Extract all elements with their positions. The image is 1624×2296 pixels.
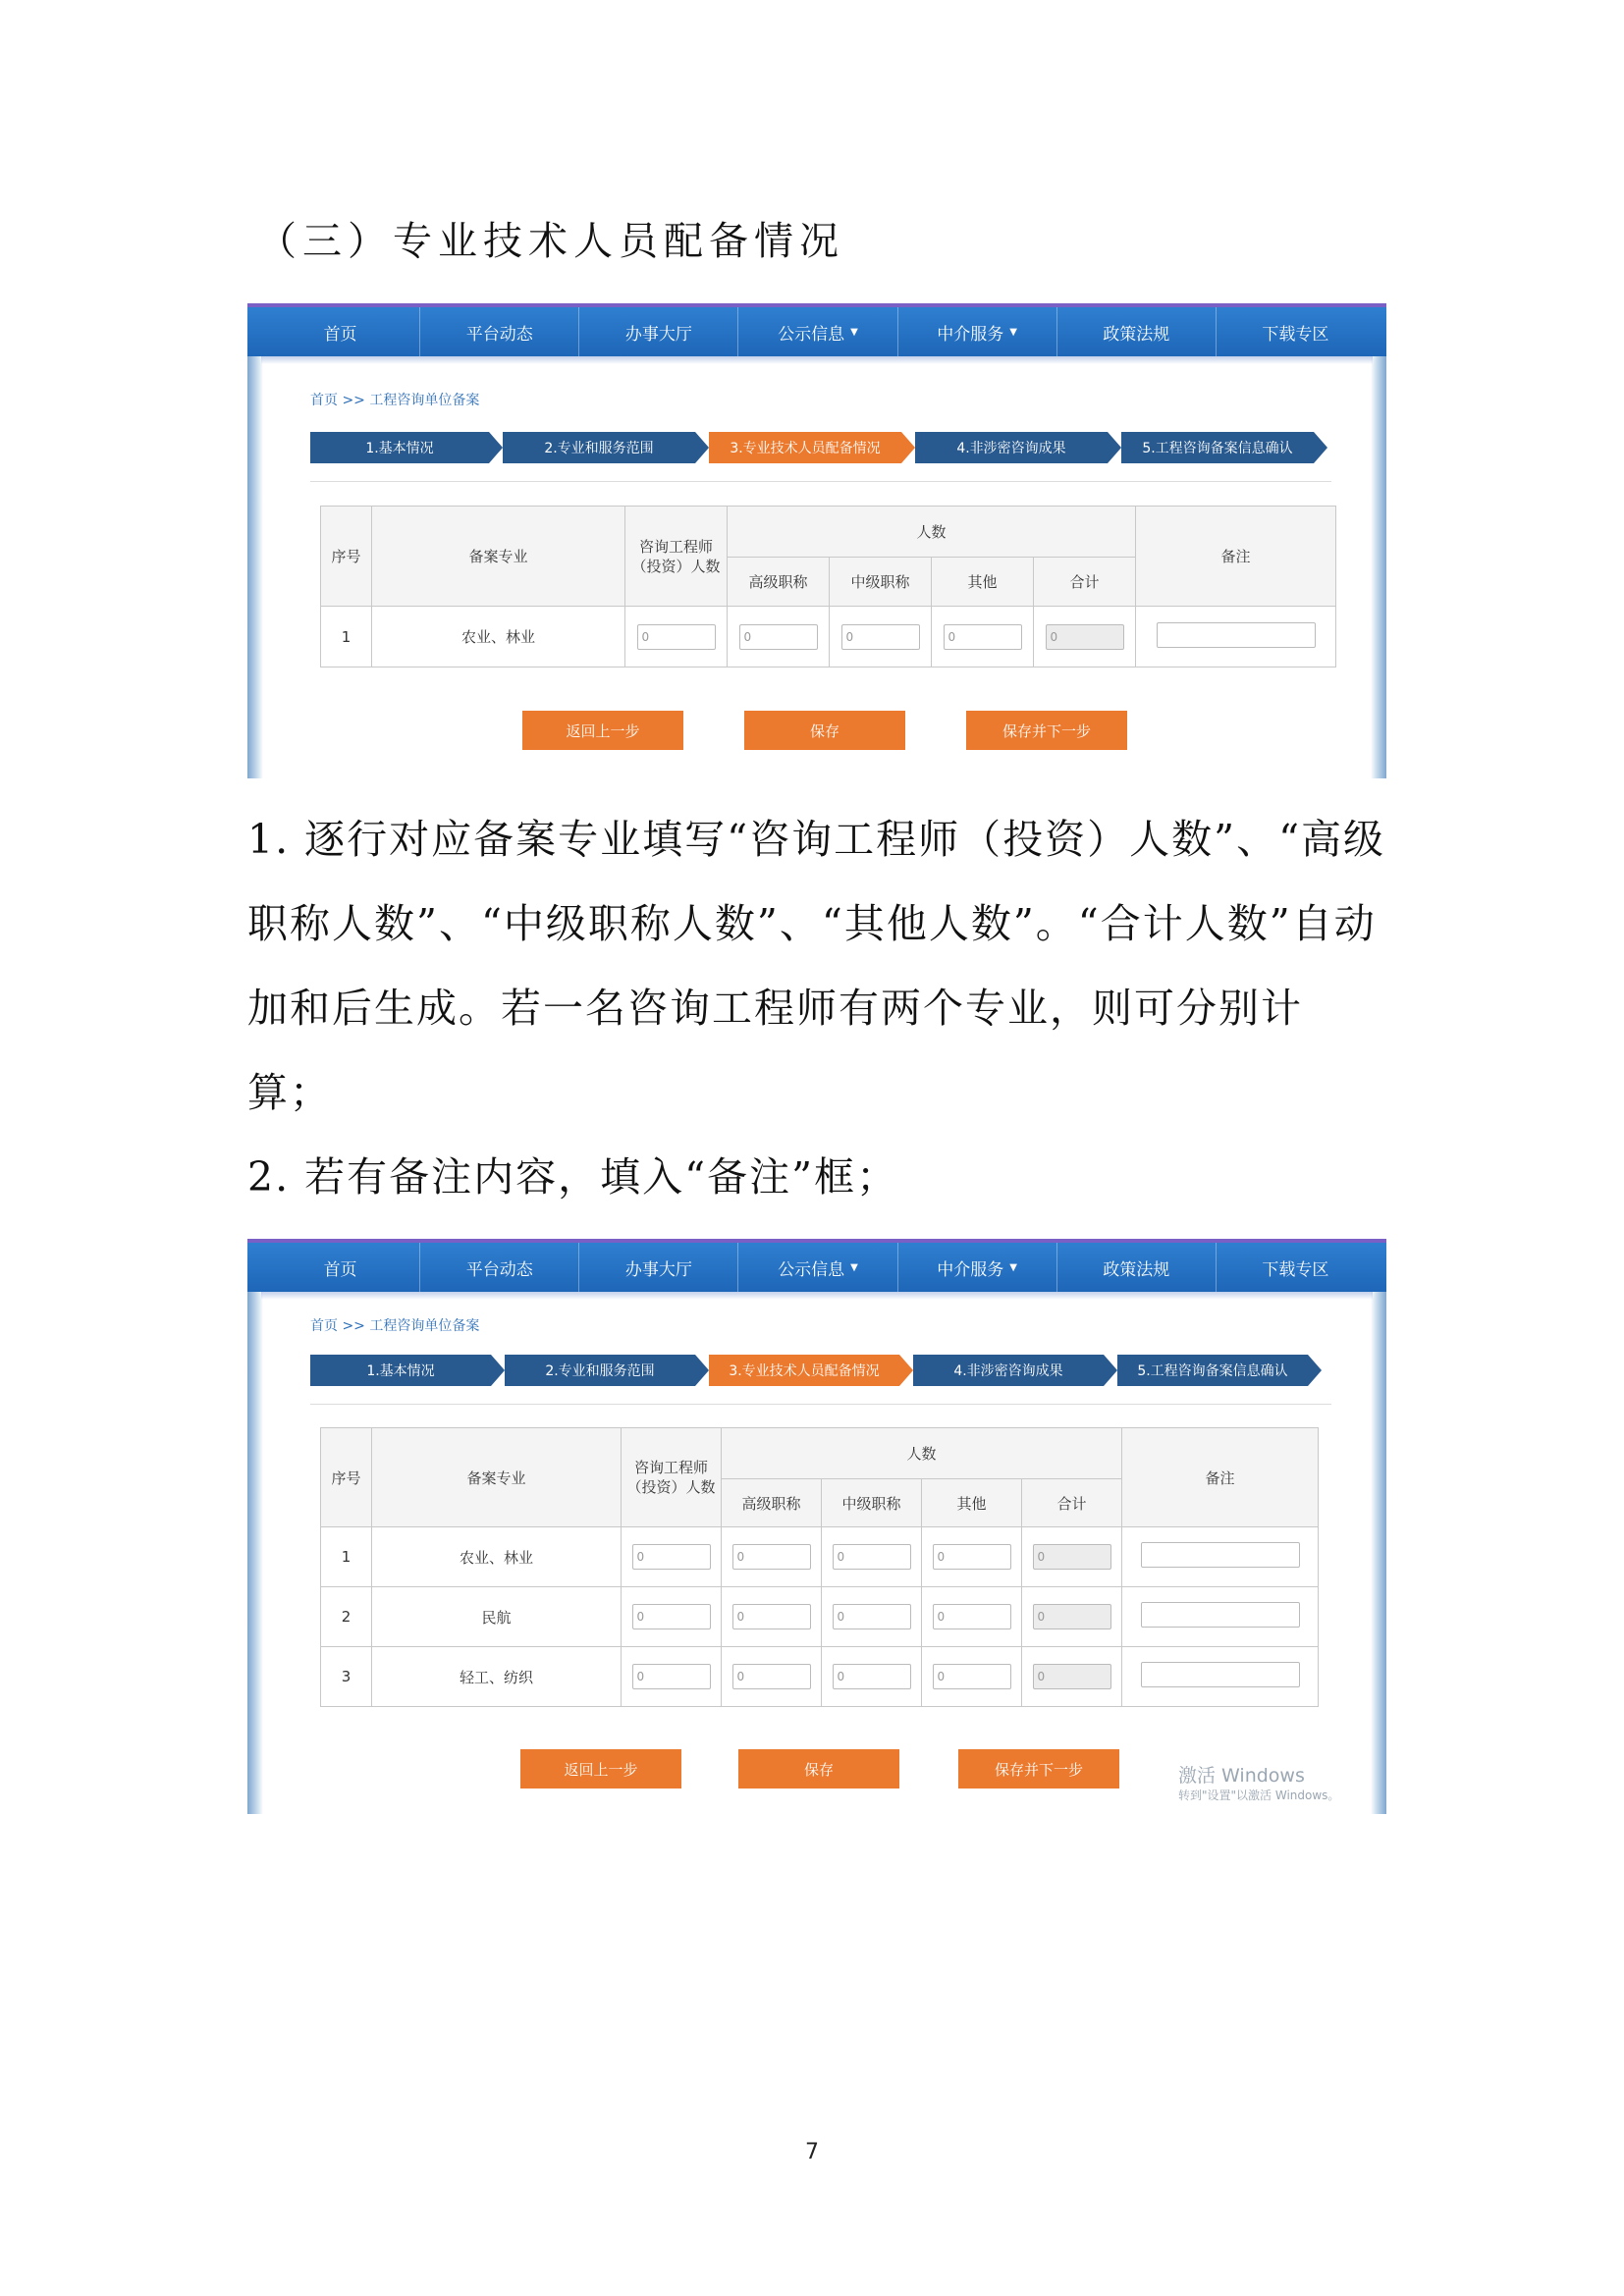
header-major: 备案专业 xyxy=(372,1428,622,1527)
step-progress xyxy=(310,432,1314,463)
middle-count-input[interactable]: 0 xyxy=(841,624,920,650)
nav-item-platform-news[interactable]: 平台动态 xyxy=(420,307,579,356)
total-count-field: 0 xyxy=(1033,1604,1111,1629)
step-staff-config[interactable]: 3.专业技术人员配备情况 xyxy=(709,432,901,463)
instruction-paragraph-1: 1. 逐行对应备案专业填写“咨询工程师（投资）人数”、“高级职称人数”、“中级职称人数”、“其他人数”。“合计人数”自动加和后生成。若一名咨询工程师有两个专业，则可分别计算； xyxy=(247,816,1386,1116)
divider xyxy=(310,481,1331,482)
middle-count-input[interactable]: 0 xyxy=(833,1604,911,1629)
nav-item-downloads[interactable]: 下载专区 xyxy=(1262,324,1329,345)
other-count-input[interactable]: 0 xyxy=(933,1544,1011,1570)
step-non-secret-results[interactable]: 4.非涉密咨询成果 xyxy=(913,1355,1104,1386)
header-middle: 中级职称 xyxy=(822,1479,922,1527)
header-people: 人数 xyxy=(728,507,1136,558)
windows-activation-watermark: 激活 Windows xyxy=(1178,1765,1305,1787)
header-note: 备注 xyxy=(1122,1428,1319,1527)
header-senior: 高级职称 xyxy=(722,1479,822,1527)
note-input[interactable] xyxy=(1141,1662,1300,1687)
page-number: 7 xyxy=(805,2140,819,2164)
step-basic-info[interactable]: 1.基本情况 xyxy=(310,432,489,463)
senior-count-input[interactable]: 0 xyxy=(739,624,818,650)
step-major-scope[interactable]: 2.专业和服务范围 xyxy=(505,1355,695,1386)
instruction-paragraph-2: 2. 若有备注内容，填入“备注”框； xyxy=(247,1153,899,1201)
middle-count-input[interactable]: 0 xyxy=(833,1664,911,1689)
nav-item-agency-services[interactable]: 中介服务 ▼ xyxy=(898,307,1057,356)
engineer-count-input[interactable]: 0 xyxy=(632,1544,711,1570)
header-seq: 序号 xyxy=(321,507,372,607)
nav-item-service-hall[interactable]: 办事大厅 xyxy=(579,1243,738,1292)
note-input[interactable] xyxy=(1157,622,1316,648)
caret-down-icon: ▼ xyxy=(1009,326,1017,338)
nav-item-service-hall[interactable]: 办事大厅 xyxy=(579,307,738,356)
nav-item-downloads[interactable]: 下载专区 xyxy=(1262,1259,1329,1280)
back-button[interactable]: 返回上一步 xyxy=(520,1749,681,1789)
row-major: 农业、林业 xyxy=(372,607,625,667)
note-input[interactable] xyxy=(1141,1542,1300,1568)
breadcrumb[interactable]: 首页 >> 工程咨询单位备案 xyxy=(310,1318,480,1334)
header-other: 其他 xyxy=(932,558,1034,607)
header-middle: 中级职称 xyxy=(830,558,932,607)
nav-shadow xyxy=(261,356,1373,364)
nav-item-policies[interactable]: 政策法规 xyxy=(1057,1243,1217,1292)
table-row xyxy=(321,607,1336,667)
header-engineer: 咨询工程师 （投资）人数 xyxy=(625,507,728,607)
header-total: 合计 xyxy=(1022,1479,1122,1527)
save-button[interactable]: 保存 xyxy=(738,1749,899,1789)
table-row xyxy=(321,1587,1319,1647)
other-count-input[interactable]: 0 xyxy=(933,1604,1011,1629)
row-seq: 2 xyxy=(321,1587,372,1647)
screenshot-single-row xyxy=(247,303,1386,778)
row-seq: 1 xyxy=(321,607,372,667)
header-people: 人数 xyxy=(722,1428,1122,1479)
divider xyxy=(310,1404,1331,1405)
other-count-input[interactable]: 0 xyxy=(944,624,1022,650)
total-count-field: 0 xyxy=(1046,624,1124,650)
table-row xyxy=(321,1527,1319,1587)
step-progress xyxy=(310,1355,1308,1386)
other-count-input[interactable]: 0 xyxy=(933,1664,1011,1689)
total-count-field: 0 xyxy=(1033,1544,1111,1570)
screenshot-multi-row xyxy=(247,1239,1386,1814)
row-seq: 1 xyxy=(321,1527,372,1587)
nav-shadow xyxy=(261,1292,1373,1300)
caret-down-icon: ▼ xyxy=(1009,1261,1017,1273)
row-seq: 3 xyxy=(321,1647,372,1707)
header-note: 备注 xyxy=(1136,507,1336,607)
senior-count-input[interactable]: 0 xyxy=(732,1544,811,1570)
step-confirm[interactable]: 5.工程咨询备案信息确认 xyxy=(1117,1355,1308,1386)
senior-count-input[interactable]: 0 xyxy=(732,1604,811,1629)
step-non-secret-results[interactable]: 4.非涉密咨询成果 xyxy=(915,432,1108,463)
staff-table xyxy=(320,506,1336,667)
header-senior: 高级职称 xyxy=(728,558,830,607)
nav-item-platform-news[interactable]: 平台动态 xyxy=(420,1243,579,1292)
step-basic-info[interactable]: 1.基本情况 xyxy=(310,1355,491,1386)
back-button[interactable]: 返回上一步 xyxy=(522,711,683,750)
engineer-count-input[interactable]: 0 xyxy=(632,1664,711,1689)
save-next-button[interactable]: 保存并下一步 xyxy=(966,711,1127,750)
row-major: 农业、林业 xyxy=(372,1527,622,1587)
header-engineer: 咨询工程师 （投资）人数 xyxy=(622,1428,722,1527)
step-confirm[interactable]: 5.工程咨询备案信息确认 xyxy=(1121,432,1314,463)
nav-item-public-info[interactable]: 公示信息 ▼ xyxy=(738,1243,897,1292)
top-nav-bar xyxy=(247,1239,1386,1292)
caret-down-icon: ▼ xyxy=(850,1261,858,1273)
header-total: 合计 xyxy=(1034,558,1136,607)
header-major: 备案专业 xyxy=(372,507,625,607)
windows-activation-hint: 转到"设置"以激活 Windows。 xyxy=(1178,1789,1340,1802)
caret-down-icon: ▼ xyxy=(850,326,858,338)
senior-count-input[interactable]: 0 xyxy=(732,1664,811,1689)
top-nav-bar xyxy=(247,303,1386,356)
middle-count-input[interactable]: 0 xyxy=(833,1544,911,1570)
header-other: 其他 xyxy=(922,1479,1022,1527)
step-staff-config[interactable]: 3.专业技术人员配备情况 xyxy=(709,1355,899,1386)
save-button[interactable]: 保存 xyxy=(744,711,905,750)
nav-item-agency-services[interactable]: 中介服务 ▼ xyxy=(898,1243,1057,1292)
row-major: 民航 xyxy=(372,1587,622,1647)
nav-item-policies[interactable]: 政策法规 xyxy=(1057,307,1217,356)
staff-table xyxy=(320,1427,1319,1707)
breadcrumb[interactable]: 首页 >> 工程咨询单位备案 xyxy=(310,393,480,408)
total-count-field: 0 xyxy=(1033,1664,1111,1689)
step-major-scope[interactable]: 2.专业和服务范围 xyxy=(503,432,695,463)
row-major: 轻工、纺织 xyxy=(372,1647,622,1707)
nav-item-home[interactable]: 首页 xyxy=(261,307,420,356)
nav-item-home[interactable]: 首页 xyxy=(261,1243,420,1292)
note-input[interactable] xyxy=(1141,1602,1300,1628)
header-seq: 序号 xyxy=(321,1428,372,1527)
nav-item-public-info[interactable]: 公示信息 ▼ xyxy=(738,307,897,356)
save-next-button[interactable]: 保存并下一步 xyxy=(958,1749,1119,1789)
table-row xyxy=(321,1647,1319,1707)
engineer-count-input[interactable]: 0 xyxy=(637,624,716,650)
section-heading: （三）专业技术人员配备情况 xyxy=(257,219,844,264)
engineer-count-input[interactable]: 0 xyxy=(632,1604,711,1629)
